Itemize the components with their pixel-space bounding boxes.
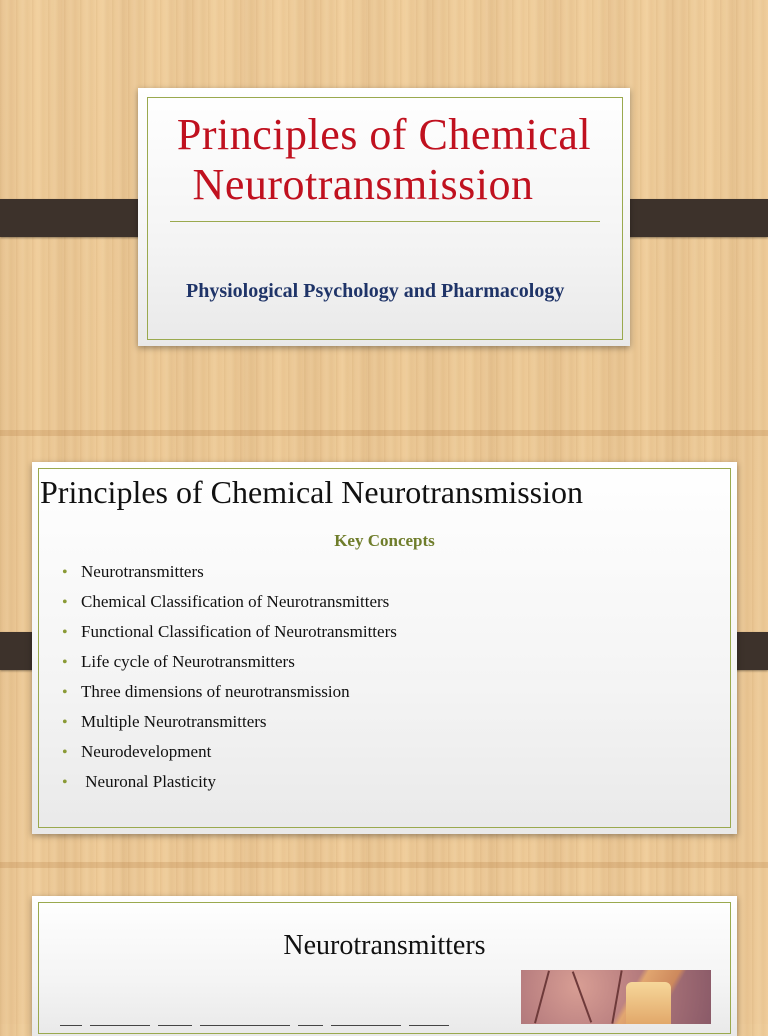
list-item xyxy=(62,680,397,710)
list-item-text: Functional Classification of Neurotransmitters xyxy=(81,622,397,641)
list-item xyxy=(62,620,397,650)
slide-separator xyxy=(0,862,768,868)
bullet-icon: • xyxy=(62,714,68,731)
list-item-text: Life cycle of Neurotransmitters xyxy=(81,652,295,671)
list-item-text: Neuronal Plasticity xyxy=(81,772,217,791)
title-divider xyxy=(170,221,600,222)
slide-separator xyxy=(0,430,768,436)
list-item xyxy=(62,770,397,800)
slide-title: Neurotransmitters xyxy=(283,930,486,961)
bullet-icon: • xyxy=(62,564,68,581)
neuron-synapse-image xyxy=(521,970,711,1024)
bullet-icon: • xyxy=(62,774,68,791)
bullet-icon: • xyxy=(62,594,68,611)
bullet-icon: • xyxy=(62,744,68,761)
slide-title-line-2: Neurotransmission xyxy=(192,160,534,209)
bullet-icon: • xyxy=(62,654,68,671)
list-item-text: Chemical Classification of Neurotransmitters xyxy=(81,592,390,611)
bullet-icon: • xyxy=(62,624,68,641)
decorative-tab-left xyxy=(0,199,155,237)
list-item xyxy=(62,710,397,740)
slide-title-line-1: Principles of Chemical xyxy=(176,110,592,159)
key-concepts-list xyxy=(62,560,397,800)
list-item xyxy=(62,590,397,620)
list-item-text: Neurotransmitters xyxy=(81,562,204,581)
list-item-text: Neurodevelopment xyxy=(81,742,212,761)
list-item-text: Three dimensions of neurotransmission xyxy=(81,682,350,701)
decorative-tab-right xyxy=(613,199,768,237)
cropped-text-line xyxy=(60,1016,480,1026)
slide-title: Principles of Chemical Neurotransmission xyxy=(40,474,584,510)
list-item-text: Multiple Neurotransmitters xyxy=(81,712,267,731)
slide-title xyxy=(138,110,630,210)
list-item xyxy=(62,560,397,590)
slide-subtitle: Physiological Psychology and Pharmacology xyxy=(186,280,565,302)
section-heading: Key Concepts xyxy=(334,531,435,550)
list-item xyxy=(62,650,397,680)
bullet-icon: • xyxy=(62,684,68,701)
list-item xyxy=(62,740,397,770)
